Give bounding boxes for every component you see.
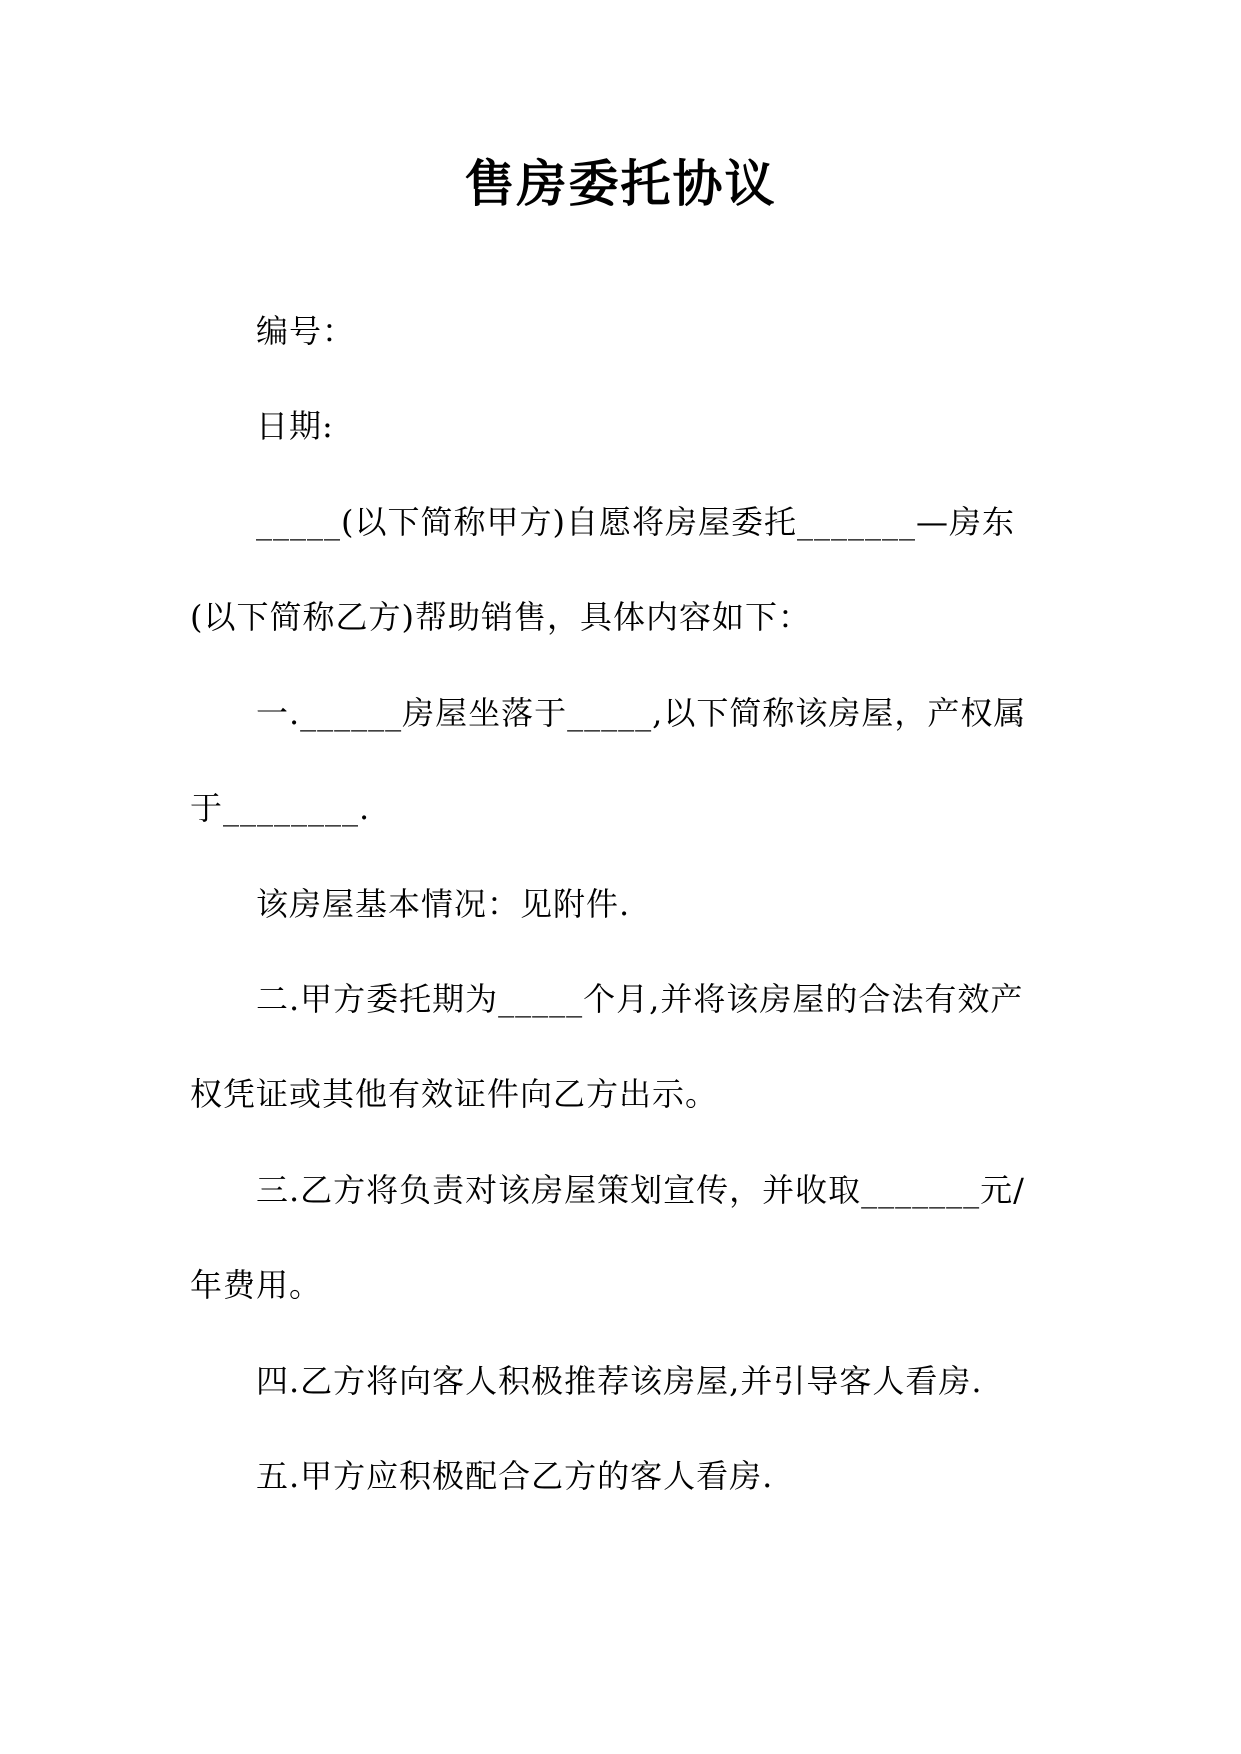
clause-1-line-2: 于________.	[190, 789, 371, 827]
serial-number-label: 编号：	[256, 312, 356, 350]
date-label: 日期:	[256, 407, 334, 445]
clause-3-line-2: 年费用。	[190, 1266, 323, 1304]
document-title: 售房委托协议	[464, 155, 777, 213]
clause-2-line-1: 二.甲方委托期为_____个月,并将该房屋的合法有效产	[256, 980, 1024, 1018]
property-info-line: 该房屋基本情况：见附件.	[256, 885, 631, 923]
clause-5-line: 五.甲方应积极配合乙方的客人看房.	[256, 1457, 774, 1495]
clause-2-line-2: 权凭证或其他有效证件向乙方出示。	[190, 1075, 719, 1113]
intro-line-1: _____(以下简称甲方)自愿将房屋委托_______—房东	[256, 503, 1015, 541]
clause-1-line-1: 一.______房屋坐落于_____,以下简称该房屋，产权属	[256, 694, 1027, 732]
clause-3-line-1: 三.乙方将负责对该房屋策划宣传，并收取_______元/	[256, 1171, 1025, 1209]
clause-4-line: 四.乙方将向客人积极推荐该房屋,并引导客人看房.	[256, 1362, 983, 1400]
intro-line-2: (以下简称乙方)帮助销售，具体内容如下：	[190, 598, 811, 636]
